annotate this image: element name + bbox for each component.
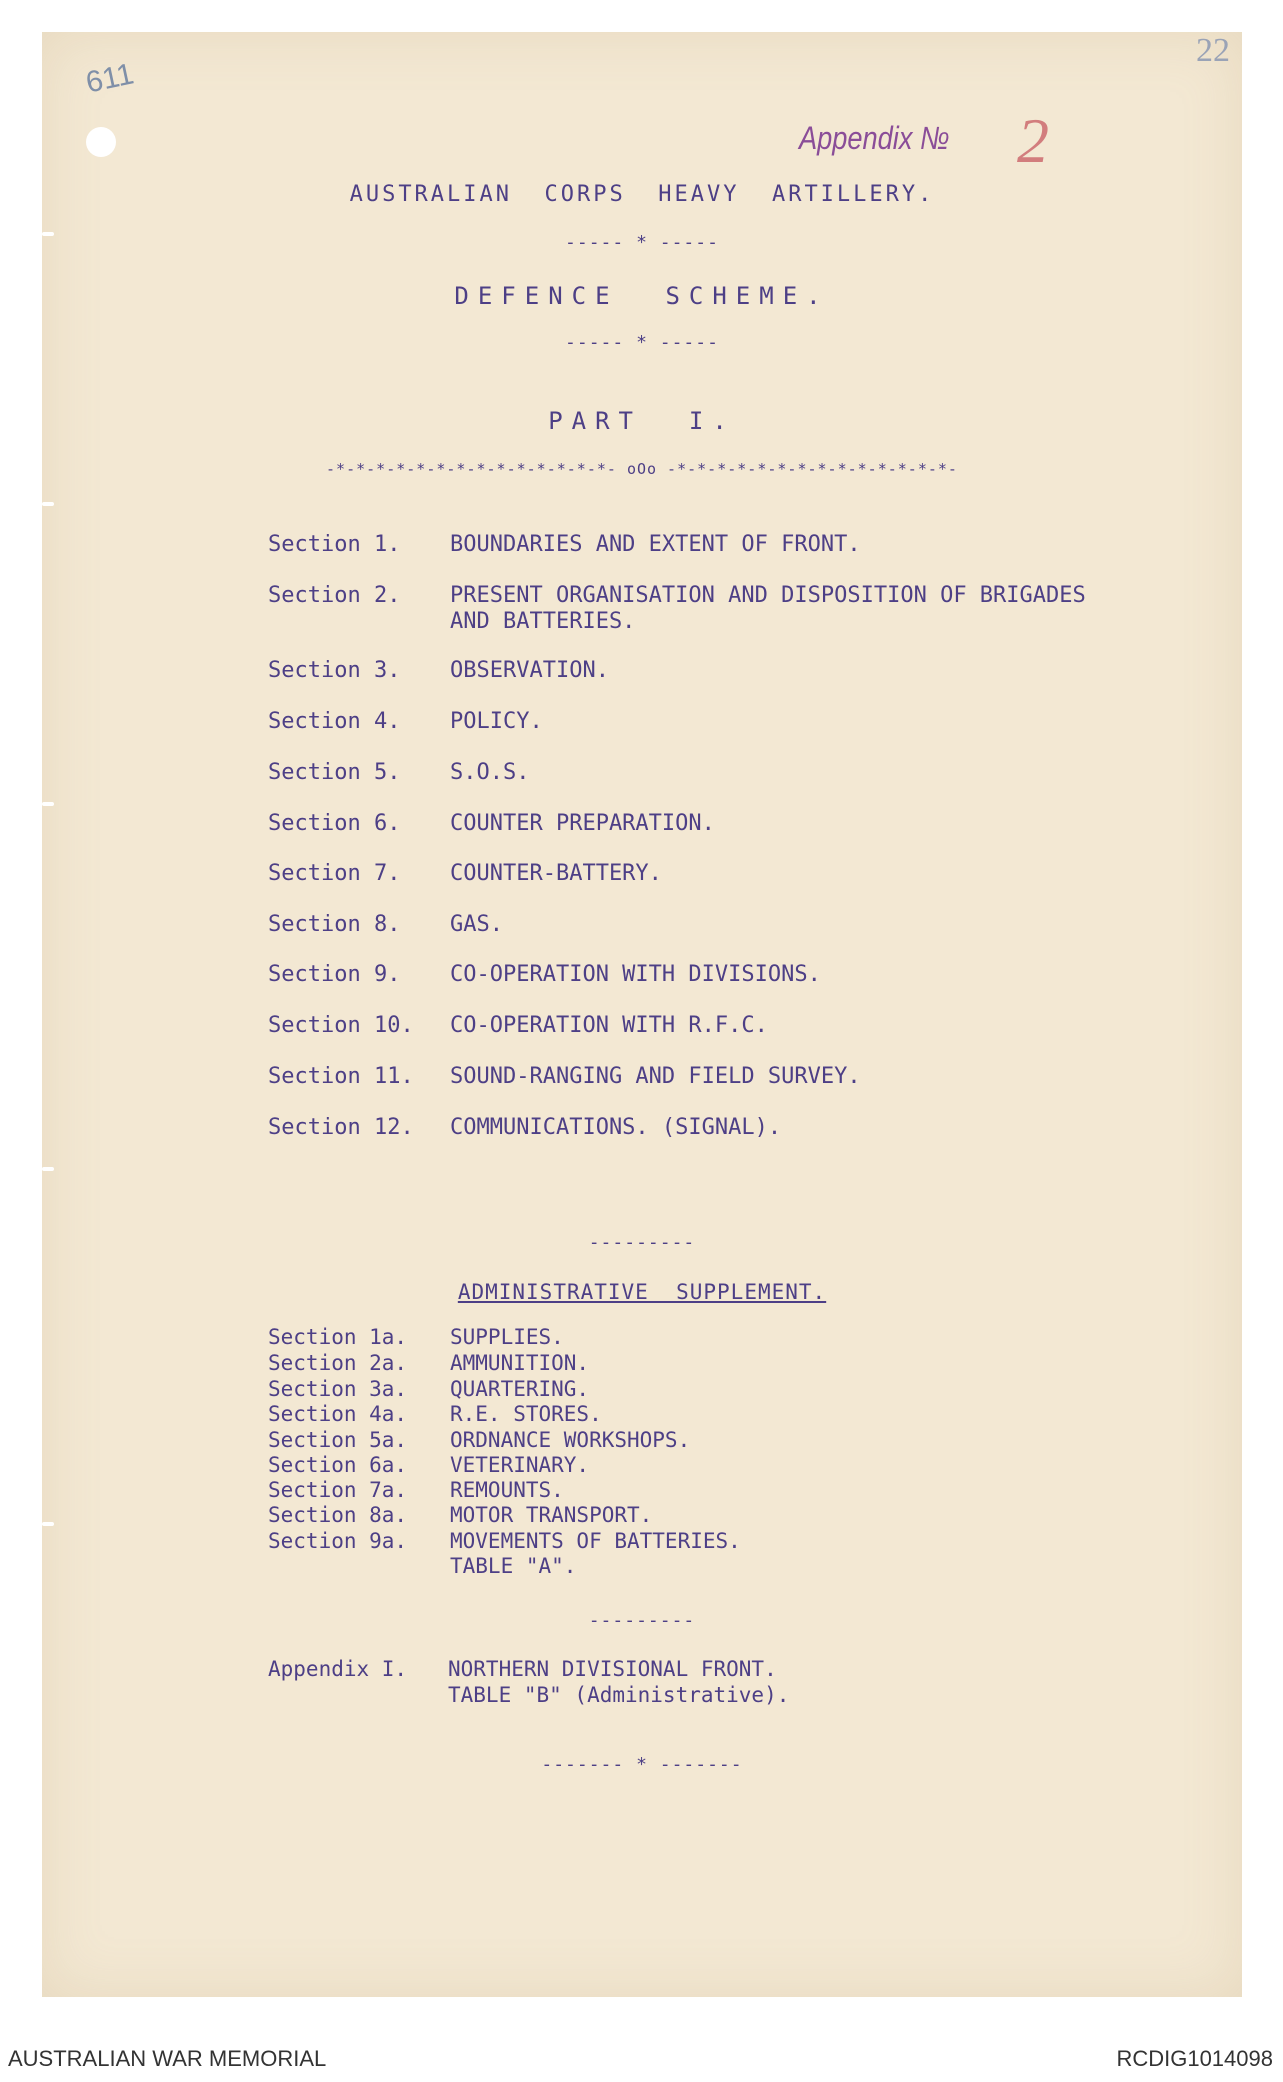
document-title: AUSTRALIAN CORPS HEAVY ARTILLERY. — [349, 182, 935, 207]
section-title: CO-OPERATION WITH DIVISIONS. — [450, 962, 821, 987]
section-label: Section 5. — [268, 760, 401, 785]
section-title: OBSERVATION. — [450, 658, 609, 683]
section-title: MOTOR TRANSPORT. — [450, 1503, 653, 1527]
section-title: COMMUNICATIONS. (SIGNAL). — [450, 1115, 782, 1140]
subtitle-rule: ----- * ----- — [565, 332, 719, 353]
section-label: Section 9. — [268, 962, 401, 987]
section-label: Section 2. — [268, 583, 401, 608]
admin-supplement-title: ADMINISTRATIVE SUPPLEMENT. — [457, 1280, 827, 1304]
section-title: REMOUNTS. — [450, 1478, 564, 1502]
section-title: SOUND-RANGING AND FIELD SURVEY. — [450, 1064, 861, 1089]
section-title: CO-OPERATION WITH R.F.C. — [450, 1013, 768, 1038]
section-title: R.E. STORES. — [450, 1402, 602, 1426]
section-label: Section 10. — [268, 1013, 414, 1038]
section-title: BOUNDARIES AND EXTENT OF FRONT. — [450, 532, 861, 557]
section-label: Section 1a. — [268, 1325, 408, 1349]
section-label: Section 2a. — [268, 1351, 408, 1375]
section-label: Section 6. — [268, 811, 401, 836]
section-title: ORDNANCE WORKSHOPS. — [450, 1428, 691, 1452]
appendix-entry-label: Appendix I. — [268, 1657, 408, 1681]
section-label: Section 8. — [268, 912, 401, 937]
pencil-folio-number: 611 — [82, 57, 137, 100]
footer-identifier: RCDIG1014098 — [1116, 2046, 1273, 2071]
section-label: Section 6a. — [268, 1453, 408, 1477]
section-title: SUPPLIES. — [450, 1325, 564, 1349]
section-label: Section 3a. — [268, 1377, 408, 1401]
section-title: AMMUNITION. — [450, 1351, 590, 1375]
footer-institution: AUSTRALIAN WAR MEMORIAL — [8, 2046, 327, 2071]
punch-hole — [86, 127, 116, 157]
section-title: S.O.S. — [450, 760, 530, 785]
document-page — [42, 32, 1242, 1997]
section-label: Section 12. — [268, 1115, 414, 1140]
edge-tear — [42, 1522, 54, 1526]
section-title: VETERINARY. — [450, 1453, 590, 1477]
stamped-page-number: 22 — [1196, 32, 1230, 69]
section-label: Section 5a. — [268, 1428, 408, 1452]
section-label: Section 8a. — [268, 1503, 408, 1527]
edge-tear — [42, 802, 54, 806]
section-divider: --------- — [588, 1232, 696, 1253]
section-label: Section 1. — [268, 532, 401, 557]
part-rule: -*-*-*-*-*-*-*-*-*-*-*-*-*-*- oOo -*-*-*-*-*-*-*-*-*-*-*-*-*-*- — [326, 460, 958, 478]
section-label: Section 7. — [268, 861, 401, 886]
closing-rule: ------- * ------- — [541, 1754, 743, 1775]
appendix-number: 2 — [1017, 105, 1049, 176]
section-title: MOVEMENTS OF BATTERIES. — [450, 1529, 741, 1553]
section-label: Section 9a. — [268, 1529, 408, 1553]
section-title: COUNTER PREPARATION. — [450, 811, 715, 836]
section-title: GAS. — [450, 912, 503, 937]
appendix-entry-title: NORTHERN DIVISIONAL FRONT. — [448, 1657, 777, 1681]
part-heading: PART I. — [548, 407, 736, 435]
section-title: POLICY. — [450, 709, 543, 734]
section-label: Section 7a. — [268, 1478, 408, 1502]
appendix-label: Appendix № — [799, 120, 950, 156]
appendix-entry-title: TABLE "B" (Administrative). — [448, 1683, 790, 1707]
section-label: Section 4a. — [268, 1402, 408, 1426]
section-title: COUNTER-BATTERY. — [450, 861, 662, 886]
section-label: Section 3. — [268, 658, 401, 683]
edge-tear — [42, 502, 54, 506]
section-divider: --------- — [588, 1610, 696, 1631]
document-subtitle: DEFENCE SCHEME. — [454, 282, 830, 310]
edge-tear — [42, 1167, 54, 1171]
section-label: Section 4. — [268, 709, 401, 734]
section-title: TABLE "A". — [450, 1554, 577, 1578]
section-title: PRESENT ORGANISATION AND DISPOSITION OF BRIGADES AND BATTERIES. — [450, 583, 1086, 634]
title-rule: ----- * ----- — [565, 232, 719, 253]
section-label: Section 11. — [268, 1064, 414, 1089]
section-title: QUARTERING. — [450, 1377, 590, 1401]
